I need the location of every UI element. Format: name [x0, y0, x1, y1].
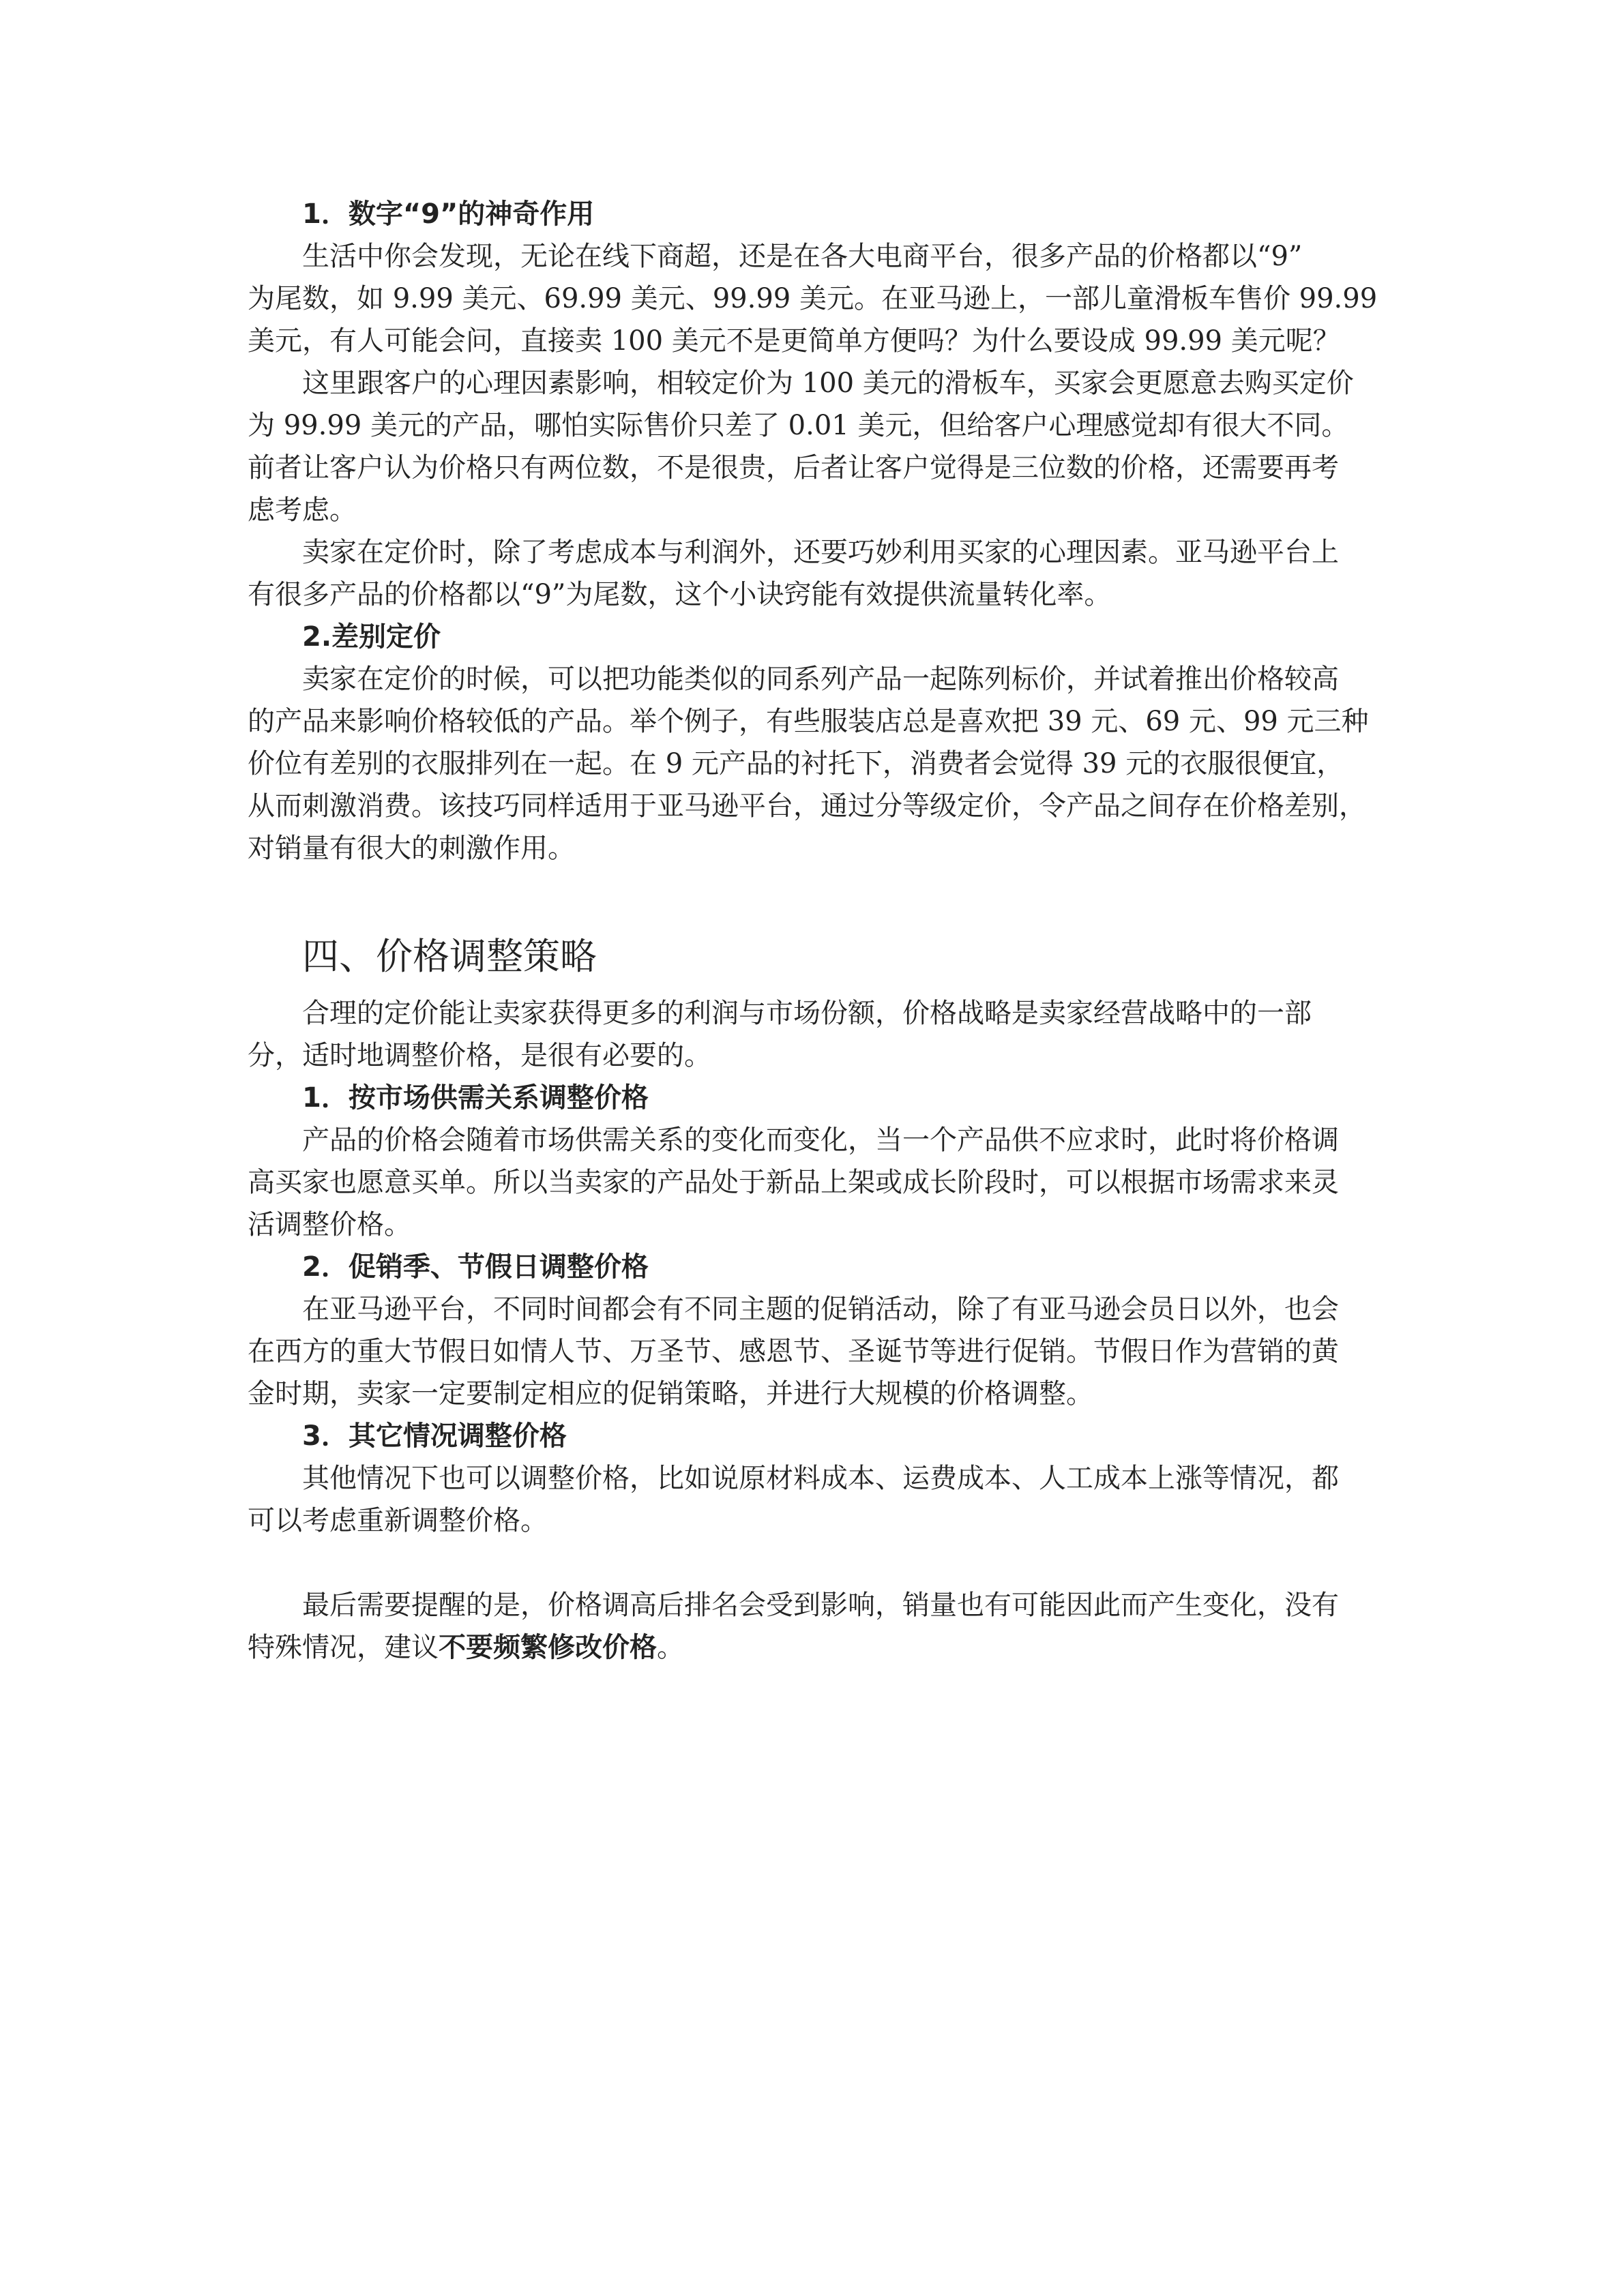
- section-title: 四、价格调整策略: [302, 935, 597, 978]
- heading-supply-demand: 1．按市场供需关系调整价格: [302, 1082, 649, 1114]
- paragraph-line: 活调整价格。: [248, 1209, 411, 1240]
- paragraph-line: 为尾数，如 9.99 美元、69.99 美元、99.99 美元。在亚马逊上，一部儿童滑板车售价 99.99: [248, 283, 1378, 314]
- paragraph-line: 高买家也愿意买单。所以当卖家的产品处于新品上架或成长阶段时，可以根据市场需求来灵: [248, 1167, 1339, 1198]
- paragraph-line: 在亚马逊平台，不同时间都会有不同主题的促销活动，除了有亚马逊会员日以外，也会: [302, 1294, 1339, 1325]
- heading-holiday-promotion: 2．促销季、节假日调整价格: [302, 1251, 649, 1283]
- paragraph-spacer: [248, 1542, 1385, 1584]
- paragraph-line: 合理的定价能让卖家获得更多的利润与市场份额，价格战略是卖家经营战略中的一部: [302, 998, 1312, 1029]
- paragraph-line: 卖家在定价时，除了考虑成本与利润外，还要巧妙利用买家的心理因素。亚马逊平台上: [302, 537, 1339, 568]
- closing-prefix: 特殊情况，建议: [248, 1632, 439, 1663]
- paragraph-line: 其他情况下也可以调整价格，比如说原材料成本、运费成本、人工成本上涨等情况，都: [302, 1463, 1339, 1494]
- paragraph-line: 的产品来影响价格较低的产品。举个例子，有些服装店总是喜欢把 39 元、69 元、99 元三种: [248, 706, 1369, 737]
- paragraph-line: 有很多产品的价格都以“9”为尾数，这个小诀窍能有效提供流量转化率。: [248, 579, 1112, 610]
- closing-line: [248, 1626, 1385, 1669]
- paragraph-line: 金时期，卖家一定要制定相应的促销策略，并进行大规模的价格调整。: [248, 1378, 1093, 1410]
- paragraph-line: 可以考虑重新调整价格。: [248, 1505, 548, 1536]
- paragraph-line: 卖家在定价的时候，可以把功能类似的同系列产品一起陈列标价，并试着推出价格较高: [302, 664, 1339, 695]
- closing-emphasis: 不要频繁修改价格: [439, 1632, 657, 1663]
- closing-line: 最后需要提醒的是，价格调高后排名会受到影响，销量也有可能因此而产生变化，没有: [302, 1590, 1339, 1621]
- section-spacer: [248, 869, 1385, 929]
- paragraph-line: 这里跟客户的心理因素影响，相较定价为 100 美元的滑板车，买家会更愿意去购买定价: [302, 368, 1354, 399]
- paragraph-line: 生活中你会发现，无论在线下商超，还是在各大电商平台，很多产品的价格都以“9”: [302, 241, 1303, 272]
- closing-suffix: 。: [657, 1632, 684, 1663]
- paragraph-line: 前者让客户认为价格只有两位数，不是很贵，后者让客户觉得是三位数的价格，还需要再考: [248, 452, 1339, 483]
- paragraph-line: 为 99.99 美元的产品，哪怕实际售价只差了 0.01 美元，但给客户心理感觉却有很大不同。: [248, 410, 1349, 441]
- heading-other-situations: 3．其它情况调整价格: [302, 1420, 567, 1452]
- paragraph-line: 对销量有很大的刺激作用。: [248, 833, 575, 864]
- paragraph-line: 从而刺激消费。该技巧同样适用于亚马逊平台，通过分等级定价，令产品之间存在价格差别，: [248, 790, 1366, 822]
- heading-number-nine: 1．数字“9”的神奇作用: [302, 198, 595, 230]
- paragraph-line: 价位有差别的衣服排列在一起。在 9 元产品的衬托下，消费者会觉得 39 元的衣服很便宜，: [248, 748, 1344, 779]
- paragraph-line: 分，适时地调整价格，是很有必要的。: [248, 1040, 711, 1071]
- paragraph-line: 美元，有人可能会问，直接卖 100 美元不是更简单方便吗？为什么要设成 99.99 美元呢？: [248, 325, 1340, 357]
- paragraph-line: 虑考虑。: [248, 494, 357, 526]
- paragraph-line: 在西方的重大节假日如情人节、万圣节、感恩节、圣诞节等进行促销。节假日作为营销的黄: [248, 1336, 1339, 1367]
- paragraph-line: 产品的价格会随着市场供需关系的变化而变化，当一个产品供不应求时，此时将价格调: [302, 1124, 1339, 1156]
- document-page: [248, 193, 1385, 1669]
- heading-differential-pricing: 2.差别定价: [302, 621, 441, 653]
